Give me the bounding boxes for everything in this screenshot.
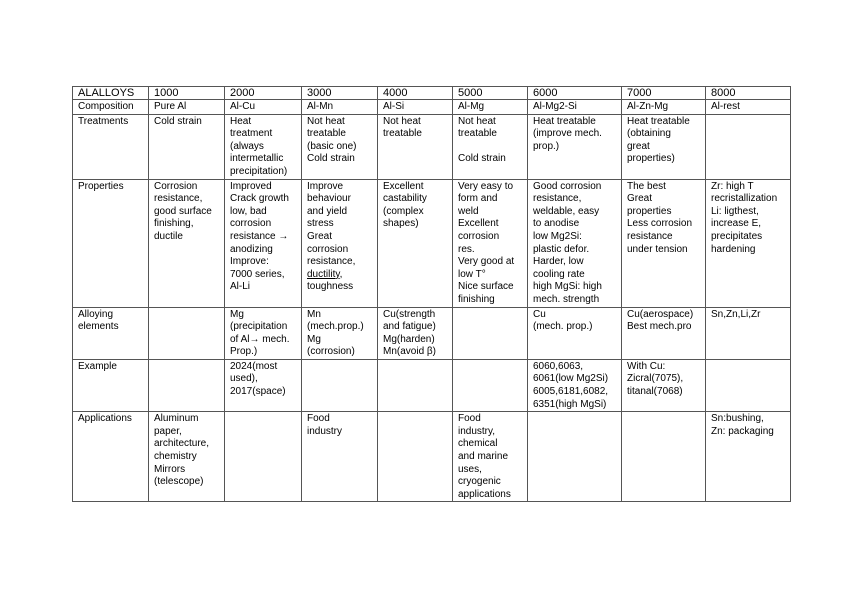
- cell-text-line: Cu(strength: [383, 308, 436, 320]
- cell-text-line: Crack growth: [230, 193, 289, 205]
- cell-text-line: treatable: [458, 128, 497, 140]
- header-cell-1000: 1000: [149, 87, 225, 100]
- table-cell: [528, 359, 622, 411]
- cell-text-line: ductile: [154, 230, 183, 242]
- cell-text-line: Zr: high T: [711, 180, 754, 192]
- cell-text-line: Mn(avoid β): [383, 346, 436, 358]
- cell-text-line: Al-Mn: [307, 101, 334, 112]
- cell-text-line: (mech.prop.): [307, 321, 364, 333]
- cell-text-line: 6351(high MgSi): [533, 398, 607, 410]
- cell-text-line: Best mech.pro: [627, 321, 692, 333]
- header-cell-8000: 8000: [706, 87, 791, 100]
- cell-text-line: Food: [307, 413, 330, 425]
- header-cell-5000: 5000: [453, 87, 528, 100]
- row-label-line: Alloying: [78, 308, 114, 320]
- cell-text-line: properties: [627, 205, 672, 217]
- cell-text-line: Al-Mg2-Si: [533, 101, 577, 112]
- cell-text-line: intermetallic: [230, 153, 284, 165]
- table-cell: [622, 179, 706, 307]
- row-label: Applications: [78, 413, 132, 425]
- cell-text-line: (complex: [383, 205, 424, 217]
- cell-text-line: precipitates: [711, 230, 763, 242]
- row-label: Treatments: [78, 115, 129, 127]
- table-cell: [378, 114, 453, 179]
- cell-text-line: high MgSi: high: [533, 281, 602, 293]
- cell-text-line: Cold strain: [307, 153, 355, 165]
- cell-text-line: finishing,: [154, 218, 194, 230]
- row-label-line: elements: [78, 321, 119, 333]
- cell-text-line: Improved: [230, 180, 272, 192]
- cell-text-line: industry: [307, 425, 343, 437]
- cell-text-line: prop.): [533, 140, 560, 152]
- cell-text-line: (corrosion): [307, 346, 355, 358]
- table-row: [73, 100, 791, 115]
- table-cell: [528, 114, 622, 179]
- row-label-cell: [73, 359, 149, 411]
- cell-text-line: form and: [458, 193, 498, 205]
- cell-text-line: Cold strain: [154, 115, 202, 127]
- table-row: [73, 179, 791, 307]
- cell-text-line: Sn,Zn,Li,Zr: [711, 308, 761, 320]
- cell-text-line: Mn: [307, 308, 321, 320]
- table-cell: [225, 412, 302, 502]
- cell-text-line: castability: [383, 193, 427, 205]
- cell-text-line: Al-Cu: [230, 101, 256, 112]
- table-cell: [706, 412, 791, 502]
- table-header-row: [73, 87, 791, 100]
- table-cell: [149, 114, 225, 179]
- cell-text-line: treatable: [307, 128, 346, 140]
- cell-text-line: Heat treatable: [533, 115, 596, 127]
- table-cell: [528, 100, 622, 115]
- cell-text-line: corrosion: [230, 218, 272, 230]
- table-cell: [528, 307, 622, 359]
- cell-text-line: chemical: [458, 438, 498, 450]
- table-cell: [528, 412, 622, 502]
- cell-text-line: corrosion: [307, 243, 349, 255]
- table-cell: [453, 307, 528, 359]
- table-cell: [149, 359, 225, 411]
- cell-text-line: Mg(harden): [383, 333, 435, 345]
- table-cell: [149, 412, 225, 502]
- cell-text-line: titanal(7068): [627, 386, 683, 398]
- table-cell: [378, 412, 453, 502]
- table-cell: [225, 179, 302, 307]
- cell-text-line: Excellent: [383, 180, 424, 192]
- cell-text-line: chemistry: [154, 451, 197, 463]
- cell-text-line: Nice surface: [458, 281, 514, 293]
- table-cell: [622, 307, 706, 359]
- row-label: Example: [78, 360, 117, 372]
- cell-text-line: Not heat: [307, 115, 345, 127]
- cell-text-line: Cu: [533, 308, 546, 320]
- table-cell: [453, 114, 528, 179]
- cell-text-line: behaviour: [307, 193, 351, 205]
- table-cell: [225, 114, 302, 179]
- cell-text-line: increase E,: [711, 218, 762, 230]
- cell-text-line: Excellent: [458, 218, 499, 230]
- aluminum-alloys-table: [72, 86, 791, 502]
- cell-text-line: Not heat: [458, 115, 496, 127]
- cell-text-line: 6061(low Mg2Si): [533, 373, 609, 385]
- cell-text-line: Sn:bushing,: [711, 413, 764, 425]
- row-label-cell: [73, 412, 149, 502]
- cell-text-line: Mg: [307, 333, 321, 345]
- row-label-cell: [73, 114, 149, 179]
- cell-text-line: low, bad: [230, 205, 267, 217]
- cell-text-line: 6060,6063,: [533, 360, 584, 372]
- cell-text-line: resistance,: [154, 193, 203, 205]
- table-cell: [706, 114, 791, 179]
- cell-text-line: Prop.): [230, 346, 258, 358]
- header-cell-6000: 6000: [528, 87, 622, 100]
- cell-text-line: (precipitation: [230, 321, 288, 333]
- cell-text-line: (obtaining: [627, 128, 671, 140]
- cell-text-line: paper,: [154, 425, 182, 437]
- cell-text-line: Heat: [230, 115, 252, 127]
- cell-text-line: industry,: [458, 425, 496, 437]
- cell-text-line: (telescope): [154, 476, 204, 488]
- cell-text-line: finishing: [458, 293, 495, 305]
- row-label-cell: [73, 307, 149, 359]
- cell-text-line: uses,: [458, 463, 482, 475]
- cell-text-line: Very good at: [458, 256, 515, 268]
- cell-text-line: (basic one): [307, 140, 357, 152]
- table-cell: [302, 100, 378, 115]
- table-cell: [378, 179, 453, 307]
- cell-text-line: Zicral(7075),: [627, 373, 684, 385]
- table-cell: [453, 179, 528, 307]
- cell-text-line: Good corrosion: [533, 180, 602, 192]
- table-cell: [225, 307, 302, 359]
- cell-text-line: shapes): [383, 218, 419, 230]
- table-cell: [706, 307, 791, 359]
- cell-text-line: [458, 141, 523, 154]
- cell-text-line: and fatigue): [383, 321, 436, 333]
- cell-text-line: recristallization: [711, 193, 778, 205]
- cell-text-line: low T°: [458, 268, 486, 280]
- cell-text-line: good surface: [154, 205, 212, 217]
- cell-text-line: under tension: [627, 243, 688, 255]
- cell-text-line: and yield: [307, 205, 348, 217]
- cell-text-line: Al-Zn-Mg: [627, 101, 669, 112]
- table-cell: [149, 100, 225, 115]
- row-label: Properties: [78, 180, 124, 192]
- cell-text-line: toughness: [307, 281, 354, 293]
- cell-text-line: Cold strain: [458, 153, 506, 165]
- cell-text-line: hardening: [711, 243, 756, 255]
- cell-text-line: Harder, low: [533, 256, 584, 268]
- row-label: Composition: [78, 101, 134, 112]
- table-cell: [622, 114, 706, 179]
- cell-text-line: res.: [458, 243, 475, 255]
- cell-text-line: precipitation): [230, 165, 288, 177]
- cell-text-line: Improve: [307, 180, 344, 192]
- cell-text-line: Li: ligthest,: [711, 205, 759, 217]
- cell-text-line: Mirrors: [154, 463, 186, 475]
- cell-text-line: Aluminum: [154, 413, 199, 425]
- table-cell: [225, 359, 302, 411]
- header-cell-7000: 7000: [622, 87, 706, 100]
- cell-text-line: stress: [307, 218, 334, 230]
- cell-text-line: great: [627, 140, 650, 152]
- table-row: [73, 114, 791, 179]
- table-cell: [622, 412, 706, 502]
- cell-text-line: properties): [627, 153, 675, 165]
- cell-text-line: Al-Mg: [458, 101, 485, 112]
- table-cell: [622, 100, 706, 115]
- cell-text-line: (improve mech.: [533, 128, 602, 140]
- cell-text-line: treatment: [230, 128, 273, 140]
- cell-text-line: 2017(space): [230, 386, 286, 398]
- row-label-cell: [73, 100, 149, 115]
- table-cell: [706, 359, 791, 411]
- cell-text-line: weldable, easy: [533, 205, 600, 217]
- table-row: [73, 412, 791, 502]
- cell-text-line: Mg: [230, 308, 244, 320]
- cell-text-line: Pure Al: [154, 101, 187, 112]
- cell-text-line: resistance,: [533, 193, 582, 205]
- cell-text-line: 7000 series,: [230, 268, 285, 280]
- table-cell: [302, 179, 378, 307]
- cell-text-line: Not heat: [383, 115, 421, 127]
- header-cell-2000: 2000: [225, 87, 302, 100]
- cell-text-line: 6005,6181,6082,: [533, 386, 609, 398]
- cell-text-line: Great: [627, 193, 653, 205]
- cell-text-line: Zn: packaging: [711, 425, 774, 437]
- header-cell-4000: 4000: [378, 87, 453, 100]
- cell-text-line: Al-rest: [711, 101, 740, 112]
- table-cell: [622, 359, 706, 411]
- table-cell: [528, 179, 622, 307]
- cell-text-line: Corrosion: [154, 180, 198, 192]
- table-cell: [453, 359, 528, 411]
- cell-text-line: to anodise: [533, 218, 580, 230]
- table-cell: [706, 179, 791, 307]
- table-row: [73, 307, 791, 359]
- cell-text-line: corrosion: [458, 230, 500, 242]
- table-cell: [453, 412, 528, 502]
- cell-text-line: resistance →: [230, 230, 289, 242]
- cell-text-line: resistance,: [307, 256, 356, 268]
- table-cell: [302, 307, 378, 359]
- table-cell: [149, 179, 225, 307]
- cell-text-line: Food: [458, 413, 481, 425]
- cell-text-line: With Cu:: [627, 360, 666, 372]
- cell-text-line: weld: [458, 205, 479, 217]
- cell-text-line: resistance: [627, 230, 673, 242]
- table-cell: [302, 359, 378, 411]
- cell-text-line: (mech. prop.): [533, 321, 593, 333]
- header-cell-alloys: ALALLOYS: [73, 87, 149, 100]
- cell-text-line: architecture,: [154, 438, 210, 450]
- row-label-cell: [73, 179, 149, 307]
- cell-text-line: cryogenic: [458, 476, 501, 488]
- table-cell: [302, 114, 378, 179]
- table-cell: [302, 412, 378, 502]
- cell-text-line: Great: [307, 230, 333, 242]
- cell-text-line: Less corrosion: [627, 218, 693, 230]
- table-cell: [225, 100, 302, 115]
- cell-text-line: treatable: [383, 128, 422, 140]
- cell-text-line: Improve:: [230, 256, 269, 268]
- cell-text-line: The best: [627, 180, 666, 192]
- cell-text-line: anodizing: [230, 243, 273, 255]
- cell-text-line: low Mg2Si:: [533, 230, 582, 242]
- cell-text-line: mech. strength: [533, 293, 600, 305]
- cell-text-line: 2024(most: [230, 360, 278, 372]
- table-cell: [706, 100, 791, 115]
- table-cell: [378, 100, 453, 115]
- cell-text-line: Heat treatable: [627, 115, 690, 127]
- cell-text-line: Al-Si: [383, 101, 405, 112]
- table-cell: [378, 359, 453, 411]
- cell-text-line: plastic defor.: [533, 243, 590, 255]
- cell-text-line: Cu(aerospace): [627, 308, 694, 320]
- cell-text-line: of Al→ mech.: [230, 333, 290, 345]
- table-row: [73, 359, 791, 411]
- cell-text-line: Very easy to: [458, 180, 514, 192]
- table-cell: [378, 307, 453, 359]
- cell-text-line: (always: [230, 140, 264, 152]
- table-cell: [453, 100, 528, 115]
- cell-text-line: and marine: [458, 451, 509, 463]
- cell-text-line: ductility,: [307, 268, 343, 280]
- table-cell: [149, 307, 225, 359]
- cell-text-line: Al-Li: [230, 281, 251, 293]
- header-cell-3000: 3000: [302, 87, 378, 100]
- cell-text-line: used),: [230, 373, 258, 385]
- cell-text-line: applications: [458, 488, 511, 500]
- cell-text-line: cooling rate: [533, 268, 585, 280]
